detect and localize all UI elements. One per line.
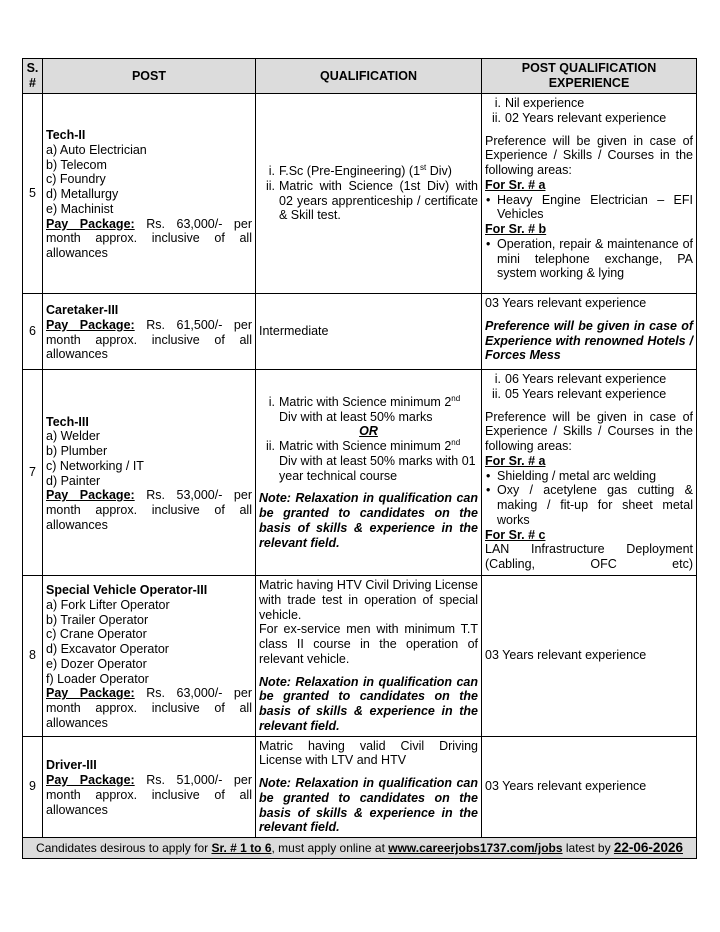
experience-item bbox=[494, 96, 693, 111]
qualification-text: Matric having valid Civil Driving License with LTV and HTV bbox=[259, 738, 478, 768]
item-numeral: i. bbox=[268, 164, 275, 178]
post-title: Driver-III bbox=[46, 758, 97, 773]
post-title: Special Vehicle Operator-III bbox=[46, 583, 208, 597]
deadline-date: 22-06-2026 bbox=[613, 840, 683, 856]
qualification-text: Matric having HTV Civil Driving License with trade test in operation of special vehicle. bbox=[259, 578, 478, 622]
post-subitem: b) Telecom bbox=[46, 157, 107, 172]
ordinal-sup: nd bbox=[451, 437, 461, 447]
qualification-text: Div) bbox=[426, 164, 452, 178]
post-subitem: d) Painter bbox=[46, 473, 101, 488]
experience-item bbox=[494, 372, 693, 387]
experience-text: Nil experience bbox=[505, 96, 585, 110]
apply-url-link[interactable]: www.careerjobs1737.com/jobs bbox=[388, 841, 563, 856]
group-heading: For Sr. # a bbox=[485, 453, 546, 468]
pay-package-label: Pay Package: bbox=[46, 773, 135, 787]
qualification-cell: Intermediate bbox=[256, 294, 482, 370]
qualification-item bbox=[265, 178, 478, 223]
preference-text: Preference will be given in case of Experience with renowned Hotels / Forces Mess bbox=[485, 318, 693, 363]
post-subitem: d) Metallurgy bbox=[46, 187, 119, 202]
experience-item bbox=[491, 386, 693, 402]
pay-package-label: Pay Package: bbox=[46, 216, 135, 231]
experience-cell: 03 Years relevant experience bbox=[482, 576, 697, 737]
or-separator: OR bbox=[359, 424, 378, 439]
post-title: Tech-II bbox=[46, 128, 86, 143]
post-subitem: c) Crane Operator bbox=[46, 627, 147, 642]
qualification-text: For ex-service men with minimum T.T class II course in the operation of relevant vehicle. bbox=[259, 622, 478, 666]
group-heading: For Sr. # c bbox=[485, 527, 546, 542]
group-item: • Shielding / metal arc welding bbox=[497, 469, 693, 484]
qualification-text: Matric with Science (1st Div) with 02 years apprenticeship / certificate & Skill test. bbox=[279, 178, 478, 223]
post-title: Caretaker-III bbox=[46, 303, 119, 317]
footer-note bbox=[23, 838, 697, 859]
post-subitem: e) Machinist bbox=[46, 201, 114, 216]
group-list bbox=[485, 469, 693, 528]
post-subitem: c) Networking / IT bbox=[46, 458, 144, 473]
header-qualification: QUALIFICATION bbox=[256, 59, 482, 94]
pay-package bbox=[46, 217, 252, 261]
pay-package-text: Rs. 51,000/- per month approx. inclusive of all allowances bbox=[46, 773, 253, 817]
group-item: • Oxy / acetylene gas cutting & making / fit-up for sheet metal works bbox=[497, 483, 693, 527]
qualification-text: Matric with Science minimum 2 bbox=[279, 394, 452, 409]
experience-item bbox=[491, 110, 693, 126]
experience-text: 02 Years relevant experience bbox=[505, 110, 667, 125]
item-numeral: ii. bbox=[491, 110, 501, 125]
qualification-text: Div with at least 50% marks with 01 year technical course bbox=[279, 453, 476, 483]
footer-text: , must apply online at bbox=[271, 841, 389, 856]
qualification-item bbox=[265, 437, 478, 483]
preference-text: Preference will be given in case of Experience / Skills / Courses in the following areas: bbox=[485, 409, 693, 453]
header-post: POST bbox=[43, 59, 256, 94]
pay-package-text: Rs. 63,000/- per month approx. inclusive of all allowances bbox=[46, 216, 253, 261]
header-sno: S. # bbox=[23, 59, 43, 94]
qualification-list bbox=[259, 164, 478, 223]
post-cell bbox=[43, 576, 256, 737]
job-table bbox=[22, 58, 697, 859]
post-subitem: a) Welder bbox=[46, 429, 100, 444]
item-numeral: ii. bbox=[265, 439, 275, 453]
pay-package-text: Rs. 53,000/- per month approx. inclusive of all allowances bbox=[46, 488, 253, 532]
group-heading: For Sr. # a bbox=[485, 177, 546, 192]
item-numeral: ii. bbox=[491, 386, 501, 401]
post-cell bbox=[43, 370, 256, 576]
experience-list bbox=[485, 372, 693, 402]
pay-package bbox=[46, 686, 252, 730]
qualification-item bbox=[268, 162, 478, 179]
post-cell bbox=[43, 94, 256, 294]
relaxation-note: Note: Relaxation in qualification can be granted to candidates on the basis of skills & experience in the relevant field. bbox=[259, 674, 478, 733]
qualification-list bbox=[259, 395, 478, 425]
table-row bbox=[23, 576, 697, 737]
pay-package-text: Rs. 63,000/- per month approx. inclusive of all allowances bbox=[46, 686, 253, 730]
group-list bbox=[485, 237, 693, 281]
experience-cell bbox=[482, 94, 697, 294]
qualification-cell bbox=[256, 94, 482, 294]
post-subitem: b) Trailer Operator bbox=[46, 612, 149, 627]
post-subitem: a) Fork Lifter Operator bbox=[46, 597, 170, 612]
post-cell bbox=[43, 294, 256, 370]
post-subitem: e) Dozer Operator bbox=[46, 656, 147, 671]
header-experience: POST QUALIFICATION EXPERIENCE bbox=[482, 59, 697, 94]
post-title: Tech-III bbox=[46, 414, 89, 429]
post-cell bbox=[43, 736, 256, 838]
experience-text: 03 Years relevant experience bbox=[485, 296, 647, 310]
qualification-cell bbox=[256, 576, 482, 737]
serial-number: 8 bbox=[23, 576, 43, 737]
post-subitem: c) Foundry bbox=[46, 172, 106, 187]
qualification-item bbox=[268, 393, 478, 425]
table-row bbox=[23, 370, 697, 576]
qualification-list bbox=[259, 439, 478, 483]
footer-text: Candidates desirous to apply for bbox=[36, 841, 212, 856]
serial-number: 7 bbox=[23, 370, 43, 576]
post-subitem: a) Auto Electrician bbox=[46, 142, 147, 157]
group-item: • Operation, repair & maintenance of mini telephone exchange, PA system working & lying bbox=[497, 237, 693, 281]
qualification-text: Div with at least 50% marks bbox=[279, 409, 433, 424]
footer-row bbox=[23, 838, 697, 859]
relaxation-note: Note: Relaxation in qualification can be granted to candidates on the basis of skills & experience in the relevant field. bbox=[259, 491, 478, 550]
ordinal-sup: nd bbox=[451, 393, 461, 403]
pay-package-label: Pay Package: bbox=[46, 686, 135, 701]
table-row bbox=[23, 294, 697, 370]
qualification-text: Matric with Science minimum 2 bbox=[279, 439, 452, 453]
experience-text: 05 Years relevant experience bbox=[505, 386, 667, 401]
item-numeral: i. bbox=[268, 394, 275, 409]
experience-cell bbox=[482, 294, 697, 370]
serial-number: 9 bbox=[23, 736, 43, 838]
experience-list bbox=[485, 96, 693, 126]
footer-sr-range: Sr. # 1 to 6 bbox=[211, 841, 272, 856]
group-text: LAN Infrastructure Deployment (Cabling, OFC etc) bbox=[485, 542, 693, 571]
experience-cell: 03 Years relevant experience bbox=[482, 736, 697, 838]
table-row bbox=[23, 94, 697, 294]
pay-package-text: Rs. 61,500/- per month approx. inclusive of all allowances bbox=[46, 317, 253, 362]
pay-package-label: Pay Package: bbox=[46, 317, 135, 332]
relaxation-note: Note: Relaxation in qualification can be granted to candidates on the basis of skills & experience in the relevant field. bbox=[259, 776, 478, 835]
qualification-cell bbox=[256, 736, 482, 838]
ordinal-sup: st bbox=[420, 162, 427, 172]
pay-package bbox=[46, 488, 252, 532]
footer-text: latest by bbox=[562, 841, 614, 856]
qualification-cell bbox=[256, 370, 482, 576]
group-heading: For Sr. # b bbox=[485, 222, 547, 236]
item-numeral: ii. bbox=[265, 178, 275, 193]
pay-package bbox=[46, 773, 252, 817]
table-row bbox=[23, 736, 697, 838]
post-subitem: d) Excavator Operator bbox=[46, 642, 169, 656]
preference-text: Preference will be given in case of Experience / Skills / Courses in the following areas: bbox=[485, 133, 693, 177]
post-subitem: b) Plumber bbox=[46, 444, 108, 458]
serial-number: 6 bbox=[23, 294, 43, 370]
pay-package bbox=[46, 318, 252, 362]
job-table-container bbox=[22, 58, 696, 859]
qualification-text: F.Sc (Pre-Engineering) (1 bbox=[279, 164, 421, 178]
table-header-row bbox=[23, 59, 697, 94]
post-subitem: f) Loader Operator bbox=[46, 671, 149, 686]
group-item: • Heavy Engine Electrician – EFI Vehicles bbox=[497, 193, 693, 223]
serial-number: 5 bbox=[23, 94, 43, 294]
pay-package-label: Pay Package: bbox=[46, 488, 135, 503]
experience-text: 06 Years relevant experience bbox=[505, 372, 667, 386]
item-numeral: i. bbox=[494, 372, 501, 386]
group-list bbox=[485, 193, 693, 223]
experience-cell bbox=[482, 370, 697, 576]
item-numeral: i. bbox=[494, 96, 501, 110]
